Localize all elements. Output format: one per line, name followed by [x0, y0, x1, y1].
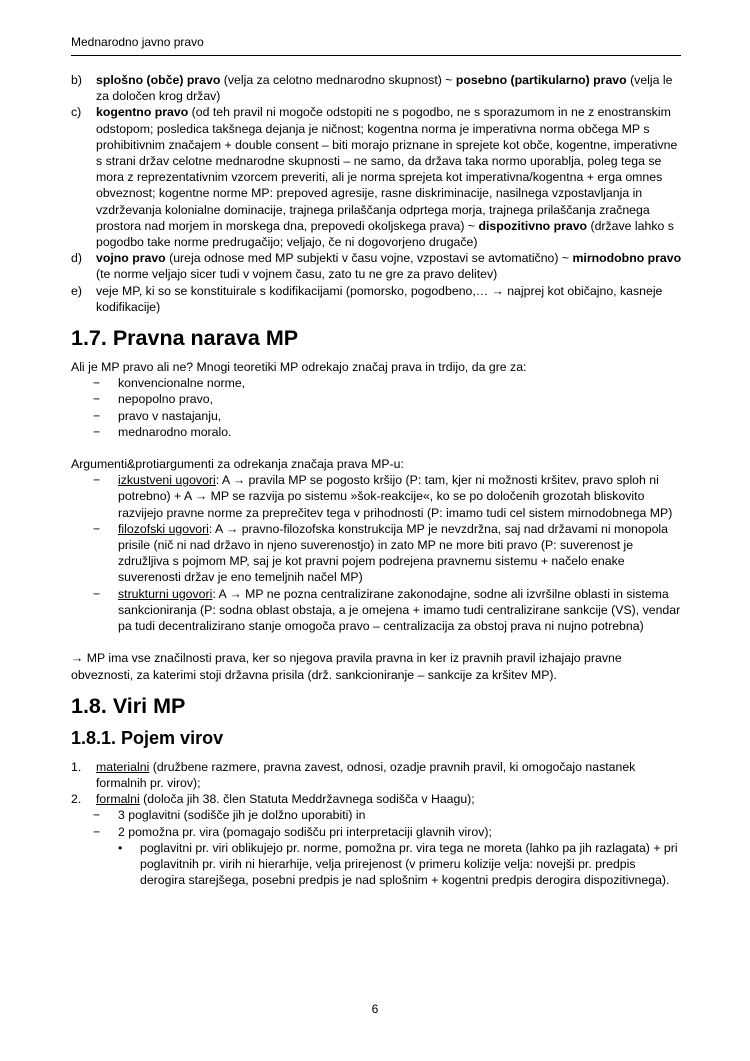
list-item: − pravo v nastajanju, [93, 408, 222, 423]
argument-item: − filozofski ugovori: A → pravno-filozofska konstrukcija MP je nevzdržna, saj nad državami ni monopola prisile (nič ni nad državo in njeno suverenostjo) in zato MP ne more biti pravo (P: suverenost je združljiva s pojmom MP, saj je kot pravni pojem podrejena pravnemu sistemu + načelo enake suverenosti držav je eno temeljnih načel MP) [93, 521, 668, 585]
law-type-text: splošno (obče) pravo (velja za celotno mednarodno skupnost) ~ posebno (partikularno) pravo (velja le za določen krog držav) [96, 73, 673, 104]
arguments-list [93, 472, 683, 634]
bullet-list [118, 840, 683, 889]
law-type-item [71, 250, 683, 282]
law-type-item [71, 283, 683, 315]
list-item: − nepopolno pravo, [93, 392, 214, 407]
section-heading-1-8: 1.8. Viri MP [71, 693, 186, 718]
sources-list [71, 759, 683, 808]
list-marker: b) [71, 73, 82, 87]
bullet-icon: • [118, 840, 123, 855]
list-marker: d) [71, 251, 82, 266]
list-item: − konvencionalne norme, [93, 376, 246, 391]
argument-item: − strukturni ugovori: A → MP ne pozna centralizirane zakonodajne, sodne ali izvršilne oblasti in sistema sankcioniranja (P: sodna oblast obstaja, a je omejena + imamo tudi centralizirane sankcije (VS), vendar pa tudi decentralizirano stanje omogoča pravo – centralizacija za obstoj prava ni nujno potrebna) [93, 586, 681, 634]
law-type-text: veje MP, ki so se konstituirale s kodifikacijami (pomorsko, pogodbeno,… → najprej kot običajno, kasneje kodifikacije) [96, 283, 663, 314]
theories-list [93, 375, 683, 440]
list-marker: e) [71, 283, 82, 298]
law-type-text: kogentno pravo (od teh pravil ni mogoče odstopiti ne s pogodbo, ne s sporazumom in ne z enostranskim odstopom; posledica takšnega dejanja je ničnost; kogentna norma je imperativna norma občega MP s prohibitivnim značajem + double consent – biti morajo priznane in sprejete kot obče, kogentne, imperativne s strani držav celotne mednarodne skupnosti – ne samo, da država taka normo uporablja, poleg tega se mora z reprezentativnim vzorcem preveriti, ali je norma sprejeta kot imperativna/kogentna + erga omnes obveznost; kogentne norme MP: prepoved agresije, rasne diskriminacije, nasilnega vzpostavljanja in vzdrževanja kolonialne dominacije, trajnega prilaščanja odprtega morja, trajnega prilaščanja zračnega prostora nad morjem in morskega dna, prepovedi okoljskega prava) ~ dispozitivno pravo (države lahko s pogodbo take norme predrugačijo; veljajo, če ni dogovorjeno drugače) [96, 105, 678, 250]
law-types-list [71, 72, 683, 315]
argument-item: − izkustveni ugovori: A → pravila MP se pogosto kršijo (P: tam, kjer ni možnosti kršitev, pravo sploh ni potrebno) + A → MP se razvija po sistemu »šok-reakcije«, ko se po določenih grozotah bliskovito razvijejo pravne norme za preprečitev tega v prihodnosti (P: imamo tudi cel sistem mirnodobnega MP) [93, 473, 673, 520]
law-type-item [71, 104, 683, 250]
conclusion-paragraph: → MP ima vse značilnosti prava, ker so njegova pravila pravna in ker iz pravnih pravil izhajajo pravne obveznosti, za katerimi stoji državna prisila (drž. sankcioniranje – sankcije za kršitev MP). [71, 651, 622, 682]
source-item: 1. materialni (družbene razmere, pravna zavest, odnosi, ozadje pravnih pravil, ki omogočajo nastanek formalnih pr. virov); [71, 759, 636, 790]
section-heading-1-7: 1.7. Pravna narava MP [71, 326, 299, 351]
section-intro: Ali je MP pravo ali ne? Mnogi teoretiki MP odrekajo značaj prava in trdijo, da gre za: [71, 360, 527, 375]
page-number: 6 [371, 1002, 379, 1016]
subsection-heading-1-8-1: 1.8.1. Pojem virov [71, 727, 224, 748]
list-item: − 3 poglavitni (sodišče jih je dolžno uporabiti) in [93, 808, 366, 823]
law-type-text: vojno pravo (ureja odnose med MP subjekti v času vojne, vzpostavi se avtomatično) ~ mirnodobno pravo (te norme veljajo sicer tudi v vojnem času, zato tu ne gre za pravo delitev) [96, 251, 682, 282]
list-item: − 2 pomožna pr. vira (pomagajo sodišču pri interpretaciji glavnih virov); [93, 824, 492, 839]
page-header: Mednarodno javno pravo [71, 35, 681, 56]
law-type-item [71, 72, 683, 104]
list-item: • poglavitni pr. viri oblikujejo pr. norme, pomožna pr. vira tega ne moreta (lahko pa jih razlagata) + pri poglavitnih pr. virih ni hierarhije, velja prirejenost (v primeru kolizije velja: novejši pr. predpis derogira starejšega, posebni predpis je nad splošnim + kogentni predpis derogira dispozitivnega). [118, 840, 678, 888]
formal-sources-sublist [93, 807, 683, 839]
list-marker: c) [71, 105, 82, 120]
page-content [71, 72, 683, 888]
source-item: 2. formalni (določa jih 38. člen Statuta Meddržavnega sodišča v Haagu); [71, 792, 475, 807]
arguments-intro: Argumenti&protiargumenti za odrekanja značaja prava MP-u: [71, 457, 404, 472]
list-item: − mednarodno moralo. [93, 424, 232, 439]
